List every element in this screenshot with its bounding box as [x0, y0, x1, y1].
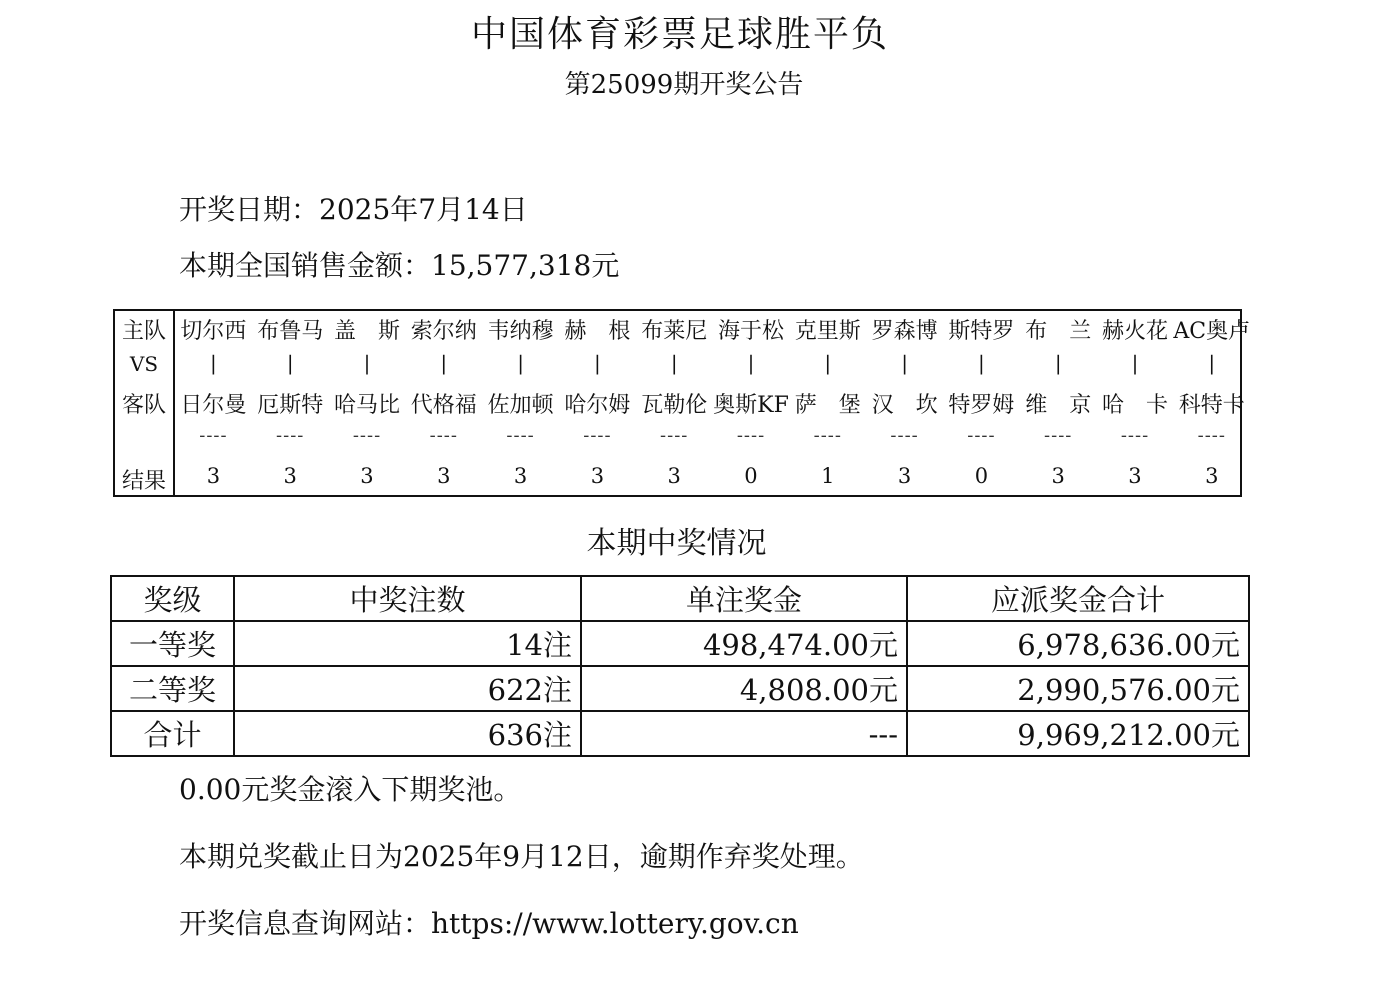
away-team: 佐加顿 — [487, 393, 554, 418]
vs-separator: | — [747, 351, 755, 375]
vs-separator: | — [824, 351, 832, 375]
home-team: 海于松 — [717, 319, 784, 344]
away-team: 奥斯KF — [713, 393, 789, 418]
sales-amount: 本期全国销售金额：15,577,318元 — [179, 249, 620, 282]
deadline-note: 本期兑奖截止日为2025年9月12日，逾期作弃奖处理。 — [179, 840, 864, 873]
match-column — [405, 311, 482, 495]
prize-row-total — [111, 711, 1249, 756]
issue-subtitle: 第25099期开奖公告 — [564, 70, 804, 100]
result-divider: ---- — [583, 425, 612, 446]
result-divider: ---- — [890, 425, 919, 446]
away-team: 哈 卡 — [1101, 393, 1168, 418]
home-team: 布莱尼 — [641, 319, 708, 344]
prize-level: 一等奖 — [111, 621, 234, 666]
winner-count: 622注 — [234, 666, 581, 711]
vs-separator: | — [978, 351, 985, 375]
away-team: 特罗姆 — [948, 393, 1015, 418]
match-result: 3 — [667, 464, 681, 488]
match-column — [329, 311, 406, 495]
prize-table — [110, 575, 1250, 757]
prize-row-second — [111, 666, 1249, 711]
home-team-label: 主队 — [121, 319, 166, 344]
rollover-note: 0.00元奖金滚入下期奖池。 — [179, 773, 522, 806]
match-result: 1 — [821, 464, 835, 488]
winner-count: 14注 — [234, 621, 581, 666]
match-column — [175, 311, 252, 495]
winner-count: 636注 — [234, 711, 581, 756]
page-title: 中国体育彩票足球胜平负 — [470, 14, 889, 55]
match-result: 3 — [897, 464, 912, 488]
vs-separator: | — [363, 351, 371, 375]
match-result: 0 — [744, 464, 758, 488]
vs-separator: | — [594, 351, 601, 375]
away-team: 科特卡 — [1178, 393, 1245, 418]
match-column — [482, 311, 559, 495]
vs-separator: | — [1131, 351, 1139, 375]
match-column — [1173, 311, 1250, 495]
away-team: 瓦勒伦 — [641, 393, 708, 418]
header-level: 奖级 — [111, 576, 234, 621]
home-team: 赫火花 — [1101, 319, 1168, 344]
match-result: 3 — [437, 464, 451, 488]
home-team: 赫 根 — [564, 319, 631, 344]
home-team: 索尔纳 — [410, 319, 477, 344]
home-team: AC奥卢 — [1173, 319, 1251, 344]
result-divider: ---- — [736, 425, 766, 446]
prize-per-bet: 498,474.00元 — [581, 621, 907, 666]
match-result: 3 — [590, 464, 605, 488]
match-column — [252, 311, 329, 495]
prize-per-bet: 4,808.00元 — [581, 666, 907, 711]
away-team: 日尔曼 — [180, 393, 247, 418]
match-result: 3 — [360, 464, 374, 488]
match-result: 3 — [1205, 464, 1219, 488]
vs-separator: | — [901, 351, 908, 375]
prize-level: 二等奖 — [111, 666, 234, 711]
away-team: 汉 坎 — [871, 393, 938, 418]
result-divider: ---- — [506, 425, 535, 446]
result-divider: ---- — [199, 425, 228, 446]
result-divider: ---- — [967, 425, 996, 446]
result-divider: ---- — [429, 425, 458, 446]
away-team: 代格福 — [410, 393, 477, 418]
match-column — [866, 311, 943, 495]
match-result: 3 — [513, 464, 528, 488]
home-team: 切尔西 — [180, 319, 247, 344]
prize-section-title: 本期中奖情况 — [586, 526, 767, 561]
vs-label: VS — [129, 352, 159, 376]
result-divider: ---- — [276, 425, 305, 446]
match-column — [1020, 311, 1097, 495]
away-team: 维 京 — [1025, 393, 1092, 418]
home-team: 盖 斯 — [333, 319, 400, 344]
match-row-labels — [115, 311, 175, 495]
draw-date: 开奖日期：2025年7月14日 — [179, 193, 528, 226]
away-team: 厄斯特 — [257, 393, 324, 418]
home-team: 布 兰 — [1025, 319, 1092, 344]
header-total-prize: 应派奖金合计 — [907, 576, 1249, 621]
match-result: 0 — [974, 464, 989, 488]
match-result: 3 — [1051, 464, 1065, 488]
prize-per-bet: --- — [581, 711, 907, 756]
result-label: 结果 — [121, 469, 166, 494]
away-team: 哈尔姆 — [564, 393, 631, 418]
match-result: 3 — [1128, 464, 1142, 488]
match-column — [1097, 311, 1174, 495]
vs-separator: | — [210, 351, 217, 375]
match-column — [713, 311, 790, 495]
match-column — [636, 311, 713, 495]
away-team: 萨 堡 — [794, 393, 861, 418]
result-divider: ---- — [352, 425, 382, 446]
match-column — [789, 311, 866, 495]
prize-header-row — [111, 576, 1249, 621]
prize-row-first — [111, 621, 1249, 666]
prize-total: 2,990,576.00元 — [907, 666, 1249, 711]
away-team: 哈马比 — [333, 393, 400, 418]
vs-separator: | — [670, 351, 678, 375]
match-table — [113, 309, 1251, 497]
result-divider: ---- — [1197, 425, 1226, 446]
vs-separator: | — [286, 351, 294, 375]
vs-separator: | — [440, 351, 448, 375]
home-team: 罗森博 — [871, 319, 938, 344]
prize-total: 6,978,636.00元 — [907, 621, 1249, 666]
header-winners: 中奖注数 — [234, 576, 581, 621]
prize-level: 合计 — [111, 711, 234, 756]
prize-total: 9,969,212.00元 — [907, 711, 1249, 756]
website-note: 开奖信息查询网站：https://www.lottery.gov.cn — [179, 907, 799, 940]
vs-separator: | — [1054, 351, 1062, 375]
vs-separator: | — [517, 351, 524, 375]
home-team: 韦纳穆 — [487, 319, 554, 344]
header-prize-per-bet: 单注奖金 — [581, 576, 907, 621]
match-result: 3 — [283, 464, 297, 488]
home-team: 布鲁马 — [257, 319, 324, 344]
home-team: 克里斯 — [794, 319, 861, 344]
match-column — [943, 311, 1020, 495]
result-divider: ---- — [1044, 425, 1073, 446]
match-result: 3 — [206, 464, 221, 488]
home-team: 斯特罗 — [948, 319, 1015, 344]
result-divider: ---- — [813, 425, 842, 446]
result-divider: ---- — [660, 425, 689, 446]
away-team-label: 客队 — [121, 393, 166, 418]
result-divider: ---- — [1120, 425, 1150, 446]
match-column — [559, 311, 636, 495]
vs-separator: | — [1208, 351, 1216, 375]
